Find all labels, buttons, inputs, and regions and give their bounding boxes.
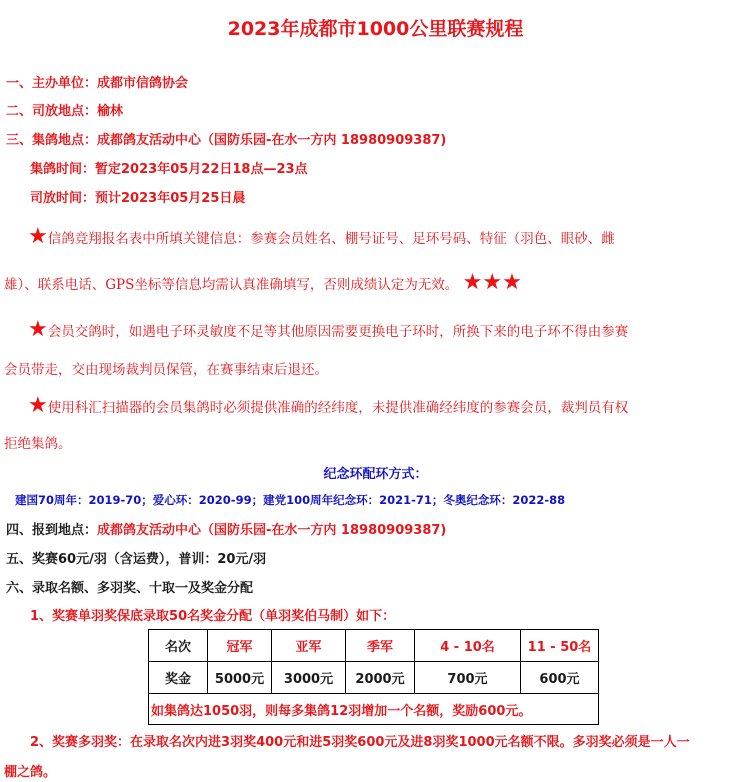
notice-3-line-2: 拒绝集鸽。 <box>4 436 72 452</box>
table-note: 如集鸽达1050羽，则每多集鸽12羽增加一个名额，奖励600元。 <box>149 694 599 725</box>
page-title: 2023年成都市1000公里联赛规程 <box>227 18 524 40</box>
notice-3-text-1: 使用科汇扫描器的会员集鸽时必须提供准确的经纬度，未提供准确经纬度的参赛会员，裁判员有权 <box>47 400 629 416</box>
table-header-cell: 11 - 50名 <box>521 630 599 662</box>
table-cell: 600元 <box>521 662 599 694</box>
table-cell: 奖金 <box>149 662 208 694</box>
table-row <box>149 662 599 694</box>
table-cell: 700元 <box>415 662 521 694</box>
report-label: 四、报到地点： <box>6 523 98 538</box>
notice-1-line-2 <box>4 272 522 294</box>
section-collect-site <box>6 129 446 148</box>
table-cell: 5000元 <box>208 662 272 694</box>
notice-2-line-1 <box>28 319 628 341</box>
star-icon: ★ <box>482 270 503 295</box>
ring-line: 建国70周年：2019-70；爱心环：2020-99；建党100周年纪念环：2021-71；冬奥纪念环：2022-88 <box>15 493 566 507</box>
table-header-cell: 季军 <box>346 630 415 662</box>
table-note-row <box>149 694 599 725</box>
organizer-value: 成都市信鸽协会 <box>97 76 189 91</box>
table-header-cell: 4 - 10名 <box>415 630 521 662</box>
section-fee: 五、奖赛60元/羽（含运费），普训：20元/羽 <box>6 552 267 567</box>
star-icon: ★ <box>28 317 48 342</box>
collect-time-value: 暂定2023年05月22日18点—23点 <box>95 162 308 177</box>
section-organizer <box>6 72 188 91</box>
organizer-label: 一、主办单位： <box>6 76 98 91</box>
section-prizes: 六、录取名额、多羽奖、十取一及奖金分配 <box>6 581 254 596</box>
notice-2-text-1: 会员交鸽时，如遇电子环灵敏度不足等其他原因需要更换电子环时，所换下来的电子环不得由参赛 <box>47 324 629 340</box>
section-release-site <box>6 100 123 119</box>
collect-site-label: 三、集鸽地点： <box>6 133 98 148</box>
section-report-site <box>6 519 446 538</box>
ring-title: 纪念环配环方式： <box>323 467 428 482</box>
multi-prize-line-1: 2、奖赛多羽奖：在录取名次内进3羽奖400元和进5羽奖600元及进8羽奖1000元名额不限。多羽奖必须是一人一 <box>30 735 690 750</box>
table-header-row <box>149 630 599 662</box>
report-value: 成都鸽友活动中心（国防乐园-在水一方内 18980909387) <box>97 523 447 538</box>
release-site-value: 榆林 <box>97 104 124 119</box>
notice-1-line-1 <box>28 226 615 248</box>
star-icon: ★ <box>462 270 483 295</box>
notice-1-text-1: 信鸽竞翔报名表中所填关键信息：参赛会员姓名、棚号证号、足环号码、特征（羽色、眼砂、雌 <box>47 231 615 247</box>
star-icon: ★ <box>28 393 48 418</box>
single-prize-heading: 1、奖赛单羽奖保底录取50名奖金分配（单羽奖伯马制）如下： <box>30 609 396 624</box>
table-header-cell: 亚军 <box>272 630 346 662</box>
notice-2-line-2: 会员带走，交由现场裁判员保管，在赛事结束后退还。 <box>4 362 328 378</box>
star-icon: ★ <box>28 224 48 249</box>
star-icon: ★ <box>502 270 522 295</box>
table-header-cell: 名次 <box>149 630 208 662</box>
collect-time-label: 集鸽时间： <box>30 162 96 177</box>
collect-site-value: 成都鸽友活动中心（国防乐园-在水一方内 18980909387) <box>97 133 447 148</box>
prize-table <box>148 629 599 725</box>
notice-1-text-2: 雄）、联系电话、GPS坐标等信息均需认真准确填写，否则成绩认定为无效。 <box>4 277 459 293</box>
release-time-label: 司放时间： <box>30 191 96 206</box>
multi-prize-line-2: 棚之鸽。 <box>4 765 57 780</box>
notice-3-line-1 <box>28 395 628 417</box>
release-site-label: 二、司放地点： <box>6 104 98 119</box>
table-header-cell: 冠军 <box>208 630 272 662</box>
table-cell: 3000元 <box>272 662 346 694</box>
table-cell: 2000元 <box>346 662 415 694</box>
collect-time <box>30 158 308 177</box>
release-time-value: 预计2023年05月25日晨 <box>95 191 246 206</box>
release-time <box>30 187 245 206</box>
